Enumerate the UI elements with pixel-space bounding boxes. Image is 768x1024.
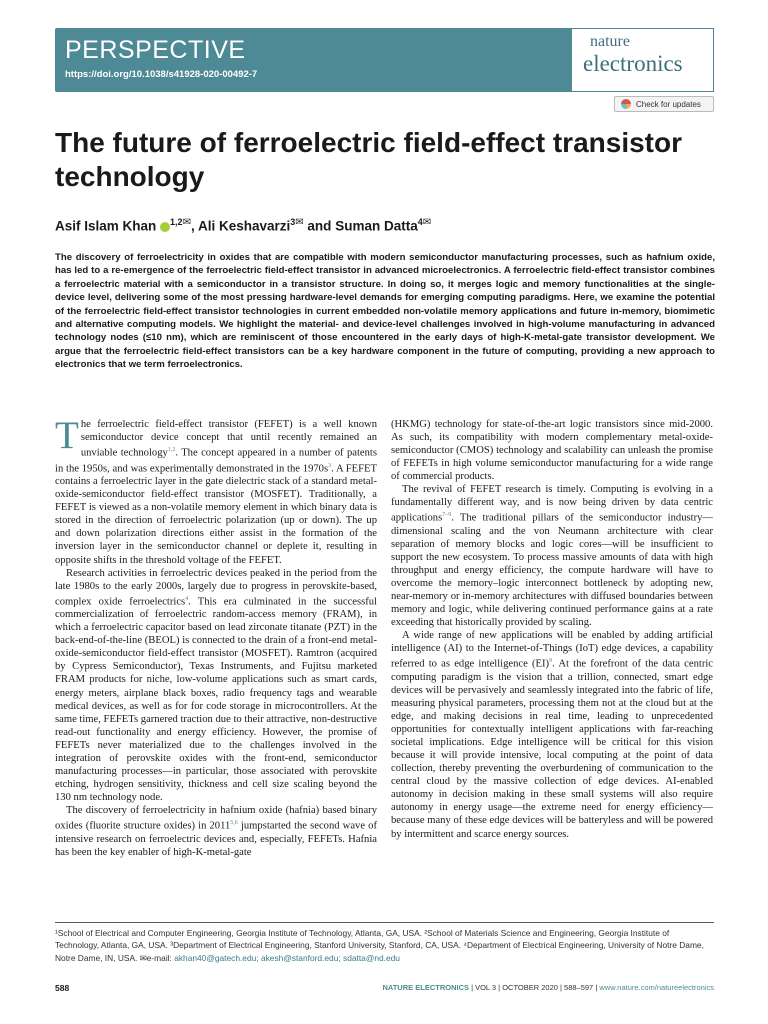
author-name[interactable]: Suman Datta [335,218,418,234]
author-affil-sup: 4 [417,217,423,227]
reference-link[interactable]: 7–9 [442,512,452,519]
email-label: e-mail: [146,952,175,963]
author-separator: and [303,218,336,234]
body-paragraph: (HKMG) technology for state-of-the-art logic transistors since mid-2000. As such, its compatibility with modern complementary metal-oxide-semiconductor (CMOS) technology and scalability can unleash the promise of FEFETs in high volume semiconductor manufacturing for a wide range of commercial products. [391,419,713,483]
journal-url-link[interactable]: www.nature.com/natureelectronics [599,983,714,992]
reference-link[interactable]: 3 [328,462,332,469]
crossmark-icon [621,99,631,109]
footer-journal-name: NATURE ELECTRONICS [382,983,469,992]
doi-link[interactable]: https://doi.org/10.1038/s41928-020-00492-7 [65,69,258,80]
page-number: 588 [55,983,70,993]
journal-logo-line2: electronics [583,51,683,76]
mail-icon[interactable]: ✉ [422,217,432,228]
author-emails[interactable]: akhan40@gatech.edu; akesh@stanford.edu; sdatta@nd.edu [174,952,400,963]
reference-link[interactable]: 9 [549,658,553,665]
body-column-left [55,414,378,859]
author-name[interactable]: Asif Islam Khan [55,218,157,234]
author-list [55,217,715,234]
body-paragraph: The discovery of ferroelectricity in hafnium oxide (hafnia) based binary oxides (fluorite structure oxides) in 2011$^{5,6}$ jumpstarted the second wave of intensive research on ferroelectric devices and, especially, FEFETs. Hafnia has been the key enabler of high-K-metal-gate [55,804,377,858]
orcid-icon[interactable] [160,222,170,232]
mail-icon[interactable]: ✉ [182,217,191,228]
reference-link[interactable]: 4 [185,595,189,602]
mail-icon[interactable]: ✉ [295,217,304,228]
abstract: The discovery of ferroelectricity in oxides that are compatible with modern semiconductor manufacturing processes, such as hafnium oxide, has led to a re-emergence of the ferroelectric field-effect transistor in advanced microelectronics. A ferroelectric field-effect transistor combines a ferroelectric material with a semiconductor in a transistor structure. In doing so, it merges logic and memory functionalities at the single-device level, delivering some of the most pressing hardware-level demands for emerging computing paradigms. Here, we examine the potential of the ferroelectric field-effect transistor technologies in current embedded non-volatile memory applications and future in-memory, biomimetic and alternative computing models. We highlight the material- and device-level challenges involved in high-volume manufacturing in advanced technology nodes (≤10 nm), which are reminiscent of those encountered in the early days of high-K-metal-gate transistor development. We argue that the ferroelectric field-effect transistors can be a key hardware component in the future of computing, providing a new approach to electronics that we term ferroelectronics. [55,252,715,371]
body-column-right [391,418,713,841]
body-paragraph: The ferroelectric field-effect transistor (FEFET) is a well known semiconductor device concept that until recently remained an unviable technology$^{1,2}$. The concept appeared in a number of patents in the 1950s, and was experimentally demonstrated in the $1970s^3$. A FEFET contains a ferroelectric layer in the gate dielectric stack of a standard metal-oxide-semiconductor field-effect transistor (MOSFET). Traditionally, a FEFET is viewed as a non-volatile memory element in which binary data is stored in the direction of ferroelectric polarization (up or down). The up and down polarization directions either assist in the formation of the inversion layer in the semiconductor channel or deplete it, resulting in opposite shifts in the threshold voltage of the FEFET. [55,414,377,566]
article-title: The future of ferroelectric field-effect transistor technology [55,127,683,192]
drop-cap: T [55,414,79,457]
mail-icon: ✉ [139,952,147,963]
journal-logo-line1: nature [590,33,630,50]
check-for-updates-label: Check for updates [636,99,701,109]
journal-logo[interactable] [571,28,714,92]
body-paragraph: The revival of FEFET research is timely. Computing is evolving in a fundamentally different way, and is now being driven by data centric applications$^{7-9}$. The traditional pillars of the semiconductor industry—dimensional scaling and the von Neumann architecture with clear separation of memory blocks and logic cores—will be insufficient to support the new ecosystem. To process massive amounts of data with high throughput and energy efficiency, the compute hardware will have to overcome the memory–logic interconnect bottleneck by adopting new, near-memory or in-memory architectures with diffused boundaries between memory and logic, while delivering continued performance gains at a rate exceeding that historically provided by scaling. [391,484,713,629]
article-header-banner [55,28,714,92]
footer-issue-info: | VOL 3 | OCTOBER 2020 | 588–597 | [468,983,600,992]
reference-link[interactable]: 5,6 [230,820,238,826]
reference-link[interactable]: 1,2 [167,447,176,454]
author-separator: , [190,218,198,234]
author-name[interactable]: Ali Keshavarzi [197,218,291,234]
affiliations: ¹School of Electrical and Computer Engineering, Georgia Institute of Technology, Atlanta, GA, USA. ²School of Materials Science and Engineering, Georgia Institute of Technology, Atlanta, GA, USA. ³Department of Electrical Engineering, Stanford University, Stanford, CA, USA. ⁴Department of Electrical Engineering, University of Notre Dame, Notre Dame, IN, USA. ✉e-mail: akhan40@gatech.edu; akesh@stanford.edu; sdatta@nd.edu [55,928,704,963]
footnote-divider [55,922,714,923]
check-for-updates-button[interactable] [614,96,714,112]
footer-citation [382,983,714,992]
author-affil-sup: 3 [290,217,296,227]
author-affil-sup: 1,2 [170,217,183,227]
body-paragraph: Research activities in ferroelectric devices peaked in the period from the late 1980s to the early 2000s, largely due to progress in perovskite-based, complex oxide ferroelectrics$^4$. This era culminated in the successful commercialization of ferroelectric random-access memory (FRAM), in which a ferroelectric capacitor based on lead zirconate titanate (PZT) in the back-end-of-the-line (BEOL) is connected to the drain of a front-end metal-oxide-semiconductor field-effect transistor (MOSFET). Ramtron (acquired by Cypress Semiconductor), Texas Instruments, and Fujitsu marketed FRAM products for niche, low-volume applications such as smart cards, energy meters, airplane black boxes, radio frequency tags and wearable medical devices, as well as for for code storage in microcontrollers. At the same time, FEFETs garnered traction due to their attractive, non-destructive read-out functionality and energy efficiency. However, the promise of FEFETs never materialized due to the challenges involved in the integration of perovskite oxides with the front-end, semiconductor manufacturing processes—in particular, those associated with perovskite etching, hydrogen sensitivity, thickness and cell size scaling beyond the 130 nm technology node. [55,567,378,803]
article-type-label: PERSPECTIVE [65,36,246,64]
body-paragraph: A wide range of new applications will be enabled by adding artificial intelligence (AI) to the Internet-of-Things (IoT) edge devices, a capability referred to as edge intelligence (EI)$^9$. At the forefront of the data centric computing paradigm is the vision that a trillion, connected, smart edge devices will be pervasively and seamlessly integrated into the fabric of life, measuring physical parameters, processing them not at the cloud but at the edge, and making decisions in real time, leading to unprecedented opportunities for contextually intelligent applications with far-reaching societal implications. Edge intelligence will be critical for this vision because it will provide intensive, local computing at the point of data collection, thereby preventing the overburdening of communication to the central cloud by the massive collection of edge devices. AI-enabled autonomy in decision making in these small systems will also require autonomy in energy usage—the extreme need for energy efficiency—because many of these edge devices will be batteryless and will be powered by intermittent and scarce energy sources. [391,630,713,840]
